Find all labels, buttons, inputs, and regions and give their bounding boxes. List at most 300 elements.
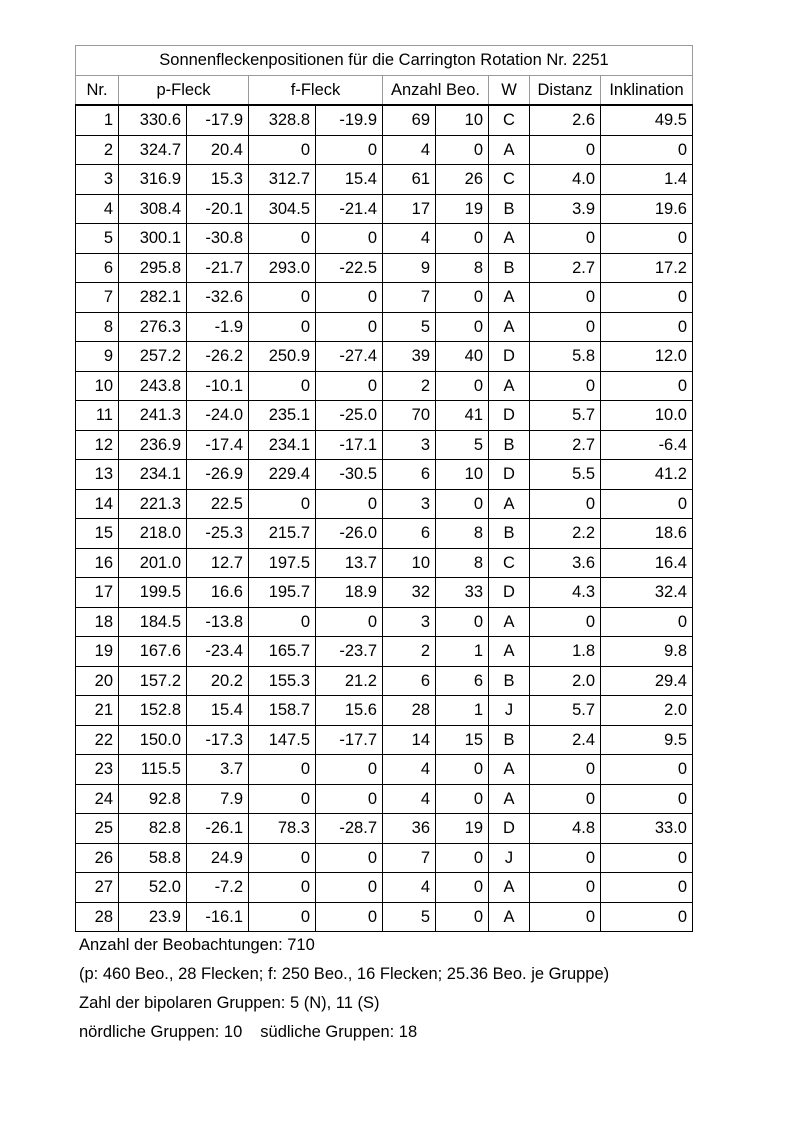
cell-count-f: 0 (436, 489, 489, 519)
cell-f-latitude: 18.9 (316, 578, 383, 608)
cell-count-f: 0 (436, 283, 489, 313)
cell-count-p: 3 (383, 430, 436, 460)
cell-count-p: 6 (383, 519, 436, 549)
cell-distanz: 4.3 (530, 578, 601, 608)
cell-p-latitude: 3.7 (187, 755, 249, 785)
cell-row-nr: 23 (76, 755, 119, 785)
cell-class-w: B (489, 725, 530, 755)
cell-f-latitude: 0 (316, 902, 383, 932)
table-row (76, 194, 693, 224)
header-nr: Nr. (76, 75, 119, 105)
cell-count-f: 0 (436, 873, 489, 903)
cell-f-longitude: 78.3 (249, 814, 316, 844)
cell-inklination: 17.2 (601, 253, 693, 283)
cell-inklination: 0 (601, 873, 693, 903)
cell-f-latitude: -22.5 (316, 253, 383, 283)
cell-row-nr: 10 (76, 371, 119, 401)
cell-inklination: 41.2 (601, 460, 693, 490)
cell-p-latitude: -7.2 (187, 873, 249, 903)
cell-f-longitude: 197.5 (249, 548, 316, 578)
cell-distanz: 0 (530, 784, 601, 814)
cell-row-nr: 24 (76, 784, 119, 814)
table-row (76, 105, 693, 135)
cell-count-p: 5 (383, 312, 436, 342)
cell-f-longitude: 215.7 (249, 519, 316, 549)
cell-f-latitude: 0 (316, 283, 383, 313)
cell-class-w: B (489, 430, 530, 460)
table-row (76, 342, 693, 372)
cell-p-longitude: 150.0 (119, 725, 187, 755)
cell-distanz: 2.7 (530, 430, 601, 460)
cell-f-longitude: 0 (249, 135, 316, 165)
cell-row-nr: 6 (76, 253, 119, 283)
cell-f-latitude: 0 (316, 224, 383, 254)
cell-f-longitude: 0 (249, 902, 316, 932)
cell-count-p: 17 (383, 194, 436, 224)
cell-class-w: D (489, 401, 530, 431)
cell-class-w: J (489, 696, 530, 726)
cell-distanz: 5.8 (530, 342, 601, 372)
cell-class-w: D (489, 578, 530, 608)
cell-p-longitude: 184.5 (119, 607, 187, 637)
cell-class-w: A (489, 784, 530, 814)
cell-row-nr: 28 (76, 902, 119, 932)
cell-inklination: 10.0 (601, 401, 693, 431)
cell-class-w: A (489, 489, 530, 519)
cell-p-latitude: -32.6 (187, 283, 249, 313)
cell-count-p: 4 (383, 873, 436, 903)
cell-count-p: 39 (383, 342, 436, 372)
table-body (76, 105, 693, 932)
cell-f-longitude: 0 (249, 283, 316, 313)
header-anzahl-beo: Anzahl Beo. (383, 75, 489, 105)
cell-class-w: B (489, 194, 530, 224)
cell-f-latitude: -30.5 (316, 460, 383, 490)
table-row (76, 666, 693, 696)
cell-f-latitude: -23.7 (316, 637, 383, 667)
cell-inklination: 0 (601, 283, 693, 313)
cell-distanz: 3.9 (530, 194, 601, 224)
cell-count-f: 8 (436, 519, 489, 549)
cell-distanz: 0 (530, 312, 601, 342)
table-row (76, 784, 693, 814)
cell-f-latitude: 0 (316, 312, 383, 342)
cell-f-longitude: 234.1 (249, 430, 316, 460)
table-row (76, 637, 693, 667)
cell-f-latitude: -19.9 (316, 105, 383, 135)
cell-count-p: 2 (383, 371, 436, 401)
table-row (76, 548, 693, 578)
cell-count-p: 5 (383, 902, 436, 932)
cell-f-latitude: -21.4 (316, 194, 383, 224)
cell-p-latitude: -1.9 (187, 312, 249, 342)
cell-inklination: 19.6 (601, 194, 693, 224)
cell-distanz: 2.2 (530, 519, 601, 549)
cell-f-longitude: 229.4 (249, 460, 316, 490)
cell-distanz: 5.7 (530, 696, 601, 726)
table-row (76, 460, 693, 490)
cell-p-latitude: -23.4 (187, 637, 249, 667)
cell-count-p: 4 (383, 135, 436, 165)
cell-count-f: 5 (436, 430, 489, 460)
cell-inklination: 32.4 (601, 578, 693, 608)
table-row (76, 401, 693, 431)
cell-class-w: C (489, 165, 530, 195)
cell-row-nr: 11 (76, 401, 119, 431)
cell-count-f: 0 (436, 755, 489, 785)
cell-count-f: 0 (436, 312, 489, 342)
cell-row-nr: 26 (76, 843, 119, 873)
cell-inklination: 0 (601, 902, 693, 932)
cell-p-longitude: 300.1 (119, 224, 187, 254)
cell-p-longitude: 221.3 (119, 489, 187, 519)
cell-p-latitude: 20.4 (187, 135, 249, 165)
cell-inklination: 0 (601, 843, 693, 873)
cell-count-f: 8 (436, 253, 489, 283)
cell-distanz: 0 (530, 489, 601, 519)
cell-count-p: 2 (383, 637, 436, 667)
cell-inklination: 0 (601, 312, 693, 342)
cell-p-latitude: -26.2 (187, 342, 249, 372)
cell-count-f: 10 (436, 460, 489, 490)
header-w: W (489, 75, 530, 105)
cell-inklination: 0 (601, 224, 693, 254)
cell-f-latitude: 15.6 (316, 696, 383, 726)
cell-p-longitude: 243.8 (119, 371, 187, 401)
cell-inklination: 0 (601, 371, 693, 401)
cell-count-p: 4 (383, 224, 436, 254)
cell-distanz: 5.5 (530, 460, 601, 490)
cell-count-f: 0 (436, 135, 489, 165)
cell-row-nr: 22 (76, 725, 119, 755)
cell-f-longitude: 195.7 (249, 578, 316, 608)
cell-f-latitude: 0 (316, 755, 383, 785)
cell-f-longitude: 0 (249, 755, 316, 785)
table-row (76, 519, 693, 549)
cell-row-nr: 19 (76, 637, 119, 667)
cell-p-latitude: 15.4 (187, 696, 249, 726)
cell-row-nr: 15 (76, 519, 119, 549)
cell-count-p: 69 (383, 105, 436, 135)
cell-p-longitude: 295.8 (119, 253, 187, 283)
cell-row-nr: 13 (76, 460, 119, 490)
cell-f-longitude: 293.0 (249, 253, 316, 283)
cell-inklination: 9.8 (601, 637, 693, 667)
cell-f-latitude: 0 (316, 489, 383, 519)
cell-class-w: B (489, 519, 530, 549)
cell-count-p: 6 (383, 460, 436, 490)
cell-p-longitude: 23.9 (119, 902, 187, 932)
cell-row-nr: 27 (76, 873, 119, 903)
cell-count-p: 10 (383, 548, 436, 578)
cell-class-w: A (489, 224, 530, 254)
table-row (76, 430, 693, 460)
cell-f-longitude: 0 (249, 224, 316, 254)
cell-row-nr: 4 (76, 194, 119, 224)
cell-inklination: 49.5 (601, 105, 693, 135)
cell-count-f: 0 (436, 843, 489, 873)
cell-p-latitude: -24.0 (187, 401, 249, 431)
cell-p-longitude: 276.3 (119, 312, 187, 342)
cell-f-latitude: -27.4 (316, 342, 383, 372)
table-row (76, 489, 693, 519)
cell-distanz: 0 (530, 843, 601, 873)
cell-f-longitude: 304.5 (249, 194, 316, 224)
cell-class-w: A (489, 637, 530, 667)
cell-p-longitude: 201.0 (119, 548, 187, 578)
cell-p-latitude: 22.5 (187, 489, 249, 519)
cell-row-nr: 20 (76, 666, 119, 696)
cell-p-latitude: 12.7 (187, 548, 249, 578)
cell-f-longitude: 158.7 (249, 696, 316, 726)
cell-class-w: B (489, 666, 530, 696)
cell-distanz: 0 (530, 283, 601, 313)
cell-count-f: 10 (436, 105, 489, 135)
header-f-fleck: f-Fleck (249, 75, 383, 105)
cell-f-latitude: 15.4 (316, 165, 383, 195)
cell-inklination: 0 (601, 135, 693, 165)
cell-inklination: 1.4 (601, 165, 693, 195)
cell-f-longitude: 0 (249, 607, 316, 637)
cell-row-nr: 7 (76, 283, 119, 313)
cell-count-p: 32 (383, 578, 436, 608)
cell-f-longitude: 328.8 (249, 105, 316, 135)
cell-inklination: 33.0 (601, 814, 693, 844)
cell-distanz: 0 (530, 873, 601, 903)
cell-inklination: -6.4 (601, 430, 693, 460)
cell-p-longitude: 324.7 (119, 135, 187, 165)
cell-f-latitude: 0 (316, 784, 383, 814)
cell-count-p: 14 (383, 725, 436, 755)
summary-notes (79, 931, 609, 1047)
cell-p-longitude: 82.8 (119, 814, 187, 844)
observations-count: Anzahl der Beobachtungen: 710 (79, 936, 315, 954)
cell-p-longitude: 330.6 (119, 105, 187, 135)
cell-p-longitude: 257.2 (119, 342, 187, 372)
cell-count-f: 19 (436, 194, 489, 224)
cell-f-latitude: 0 (316, 843, 383, 873)
table-row (76, 283, 693, 313)
cell-count-f: 8 (436, 548, 489, 578)
cell-count-p: 4 (383, 784, 436, 814)
cell-row-nr: 9 (76, 342, 119, 372)
header-row (76, 75, 693, 105)
cell-class-w: A (489, 873, 530, 903)
cell-inklination: 12.0 (601, 342, 693, 372)
cell-distanz: 2.7 (530, 253, 601, 283)
cell-p-longitude: 52.0 (119, 873, 187, 903)
bipolar-groups: Zahl der bipolaren Gruppen: 5 (N), 11 (S) (79, 994, 380, 1012)
table-row (76, 371, 693, 401)
cell-p-latitude: 15.3 (187, 165, 249, 195)
cell-f-longitude: 0 (249, 312, 316, 342)
cell-row-nr: 21 (76, 696, 119, 726)
cell-distanz: 2.4 (530, 725, 601, 755)
cell-f-latitude: -28.7 (316, 814, 383, 844)
cell-p-longitude: 234.1 (119, 460, 187, 490)
table-row (76, 135, 693, 165)
cell-count-p: 7 (383, 283, 436, 313)
cell-p-longitude: 316.9 (119, 165, 187, 195)
cell-count-f: 33 (436, 578, 489, 608)
cell-distanz: 3.6 (530, 548, 601, 578)
table-row (76, 224, 693, 254)
cell-row-nr: 5 (76, 224, 119, 254)
cell-inklination: 2.0 (601, 696, 693, 726)
observations-breakdown: (p: 460 Beo., 28 Flecken; f: 250 Beo., 16 Flecken; 25.36 Beo. je Gruppe) (79, 965, 610, 983)
table-row (76, 312, 693, 342)
table-row (76, 755, 693, 785)
table-row (76, 725, 693, 755)
cell-p-longitude: 282.1 (119, 283, 187, 313)
cell-count-p: 36 (383, 814, 436, 844)
cell-row-nr: 2 (76, 135, 119, 165)
cell-count-p: 4 (383, 755, 436, 785)
cell-f-latitude: -17.7 (316, 725, 383, 755)
cell-count-f: 26 (436, 165, 489, 195)
cell-f-latitude: -17.1 (316, 430, 383, 460)
cell-distanz: 2.0 (530, 666, 601, 696)
cell-row-nr: 25 (76, 814, 119, 844)
cell-count-p: 3 (383, 489, 436, 519)
table-row (76, 873, 693, 903)
cell-count-f: 0 (436, 607, 489, 637)
cell-p-latitude: 20.2 (187, 666, 249, 696)
cell-row-nr: 8 (76, 312, 119, 342)
header-p-fleck: p-Fleck (119, 75, 249, 105)
cell-f-latitude: 21.2 (316, 666, 383, 696)
cell-row-nr: 17 (76, 578, 119, 608)
cell-distanz: 0 (530, 607, 601, 637)
cell-count-p: 7 (383, 843, 436, 873)
cell-distanz: 2.6 (530, 105, 601, 135)
cell-distanz: 5.7 (530, 401, 601, 431)
cell-row-nr: 14 (76, 489, 119, 519)
cell-row-nr: 16 (76, 548, 119, 578)
cell-p-longitude: 218.0 (119, 519, 187, 549)
cell-count-f: 1 (436, 696, 489, 726)
cell-count-f: 6 (436, 666, 489, 696)
cell-p-longitude: 241.3 (119, 401, 187, 431)
cell-row-nr: 18 (76, 607, 119, 637)
cell-distanz: 0 (530, 755, 601, 785)
cell-f-longitude: 235.1 (249, 401, 316, 431)
cell-distanz: 0 (530, 902, 601, 932)
cell-f-latitude: 13.7 (316, 548, 383, 578)
cell-distanz: 4.8 (530, 814, 601, 844)
cell-p-latitude: -26.1 (187, 814, 249, 844)
table-row (76, 607, 693, 637)
cell-distanz: 0 (530, 135, 601, 165)
table-row (76, 843, 693, 873)
cell-count-f: 15 (436, 725, 489, 755)
cell-distanz: 0 (530, 371, 601, 401)
cell-class-w: C (489, 548, 530, 578)
cell-f-latitude: 0 (316, 371, 383, 401)
cell-distanz: 4.0 (530, 165, 601, 195)
cell-count-f: 40 (436, 342, 489, 372)
cell-count-f: 19 (436, 814, 489, 844)
cell-p-latitude: -30.8 (187, 224, 249, 254)
cell-p-longitude: 152.8 (119, 696, 187, 726)
cell-inklination: 0 (601, 784, 693, 814)
cell-class-w: J (489, 843, 530, 873)
cell-inklination: 0 (601, 755, 693, 785)
cell-inklination: 29.4 (601, 666, 693, 696)
cell-p-longitude: 167.6 (119, 637, 187, 667)
table-row (76, 253, 693, 283)
cell-p-latitude: 7.9 (187, 784, 249, 814)
cell-row-nr: 1 (76, 105, 119, 135)
cell-p-longitude: 308.4 (119, 194, 187, 224)
cell-f-longitude: 165.7 (249, 637, 316, 667)
cell-count-f: 0 (436, 902, 489, 932)
header-inklination: Inklination (601, 75, 693, 105)
cell-f-longitude: 0 (249, 784, 316, 814)
cell-f-latitude: 0 (316, 873, 383, 903)
header-distanz: Distanz (530, 75, 601, 105)
cell-class-w: A (489, 902, 530, 932)
table-row (76, 165, 693, 195)
cell-count-f: 0 (436, 371, 489, 401)
cell-count-f: 41 (436, 401, 489, 431)
cell-f-longitude: 147.5 (249, 725, 316, 755)
cell-inklination: 16.4 (601, 548, 693, 578)
cell-f-latitude: 0 (316, 135, 383, 165)
cell-count-f: 0 (436, 784, 489, 814)
cell-class-w: A (489, 755, 530, 785)
cell-p-latitude: -13.8 (187, 607, 249, 637)
cell-count-p: 61 (383, 165, 436, 195)
cell-p-latitude: -10.1 (187, 371, 249, 401)
cell-count-p: 70 (383, 401, 436, 431)
cell-f-longitude: 0 (249, 873, 316, 903)
cell-f-latitude: 0 (316, 607, 383, 637)
cell-p-longitude: 58.8 (119, 843, 187, 873)
cell-inklination: 9.5 (601, 725, 693, 755)
cell-class-w: D (489, 342, 530, 372)
cell-p-longitude: 92.8 (119, 784, 187, 814)
cell-class-w: A (489, 607, 530, 637)
cell-distanz: 0 (530, 224, 601, 254)
cell-p-latitude: -17.9 (187, 105, 249, 135)
cell-inklination: 18.6 (601, 519, 693, 549)
cell-count-p: 28 (383, 696, 436, 726)
cell-class-w: B (489, 253, 530, 283)
cell-class-w: D (489, 814, 530, 844)
cell-inklination: 0 (601, 489, 693, 519)
cell-count-f: 1 (436, 637, 489, 667)
cell-count-p: 6 (383, 666, 436, 696)
cell-p-latitude: -17.4 (187, 430, 249, 460)
cell-class-w: A (489, 283, 530, 313)
cell-p-longitude: 157.2 (119, 666, 187, 696)
cell-p-latitude: -25.3 (187, 519, 249, 549)
cell-f-latitude: -25.0 (316, 401, 383, 431)
cell-p-latitude: -21.7 (187, 253, 249, 283)
sunspot-table (75, 45, 693, 932)
cell-p-latitude: -16.1 (187, 902, 249, 932)
cell-count-f: 0 (436, 224, 489, 254)
cell-class-w: A (489, 135, 530, 165)
cell-count-p: 9 (383, 253, 436, 283)
cell-p-longitude: 236.9 (119, 430, 187, 460)
cell-f-longitude: 250.9 (249, 342, 316, 372)
southern-groups: südliche Gruppen: 18 (260, 1023, 418, 1041)
hemisphere-groups (79, 1018, 609, 1047)
cell-p-longitude: 115.5 (119, 755, 187, 785)
cell-class-w: A (489, 371, 530, 401)
